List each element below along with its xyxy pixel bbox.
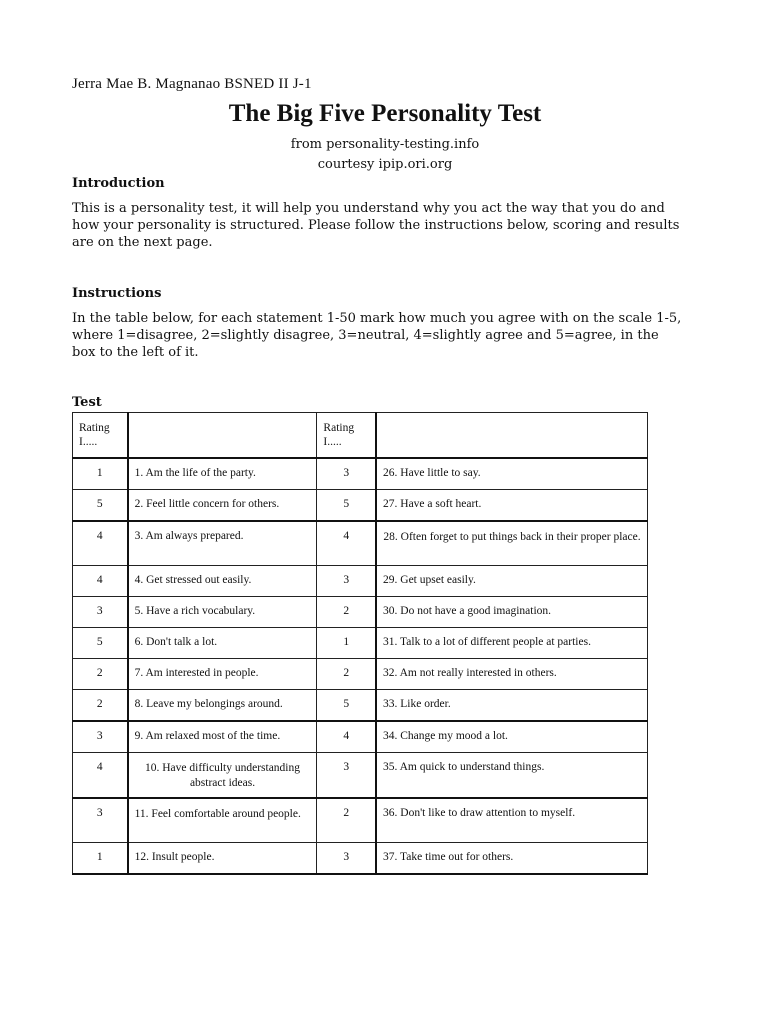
rating-cell[interactable]: 1 — [317, 628, 376, 659]
statement-cell: 5. Have a rich vocabulary. — [128, 597, 317, 628]
rating-cell[interactable]: 2 — [73, 690, 128, 722]
rating-cell[interactable]: 4 — [73, 566, 128, 597]
rating-cell[interactable]: 4 — [73, 521, 128, 566]
rating-cell[interactable]: 5 — [73, 490, 128, 522]
rating-cell[interactable]: 3 — [317, 753, 376, 799]
statement-cell: 2. Feel little concern for others. — [128, 490, 317, 522]
rating-cell[interactable]: 5 — [317, 490, 376, 522]
instructions-text: In the table below, for each statement 1-50 mark how much you agree with on the scale 1-5, where 1=disagree, 2=slightly disagree, 3=neutral, 4=slightly agree and 5=agree, in the box to the left of it. — [72, 311, 682, 360]
rating-cell[interactable]: 3 — [73, 798, 128, 843]
table-row — [73, 628, 648, 659]
statement-cell: 9. Am relaxed most of the time. — [128, 721, 317, 753]
statement-cell: 6. Don't talk a lot. — [128, 628, 317, 659]
statement-cell: 34. Change my mood a lot. — [376, 721, 647, 753]
statement-cell: 7. Am interested in people. — [128, 659, 317, 690]
rating-cell[interactable]: 5 — [317, 690, 376, 722]
source-line: from personality-testing.info — [290, 137, 480, 152]
test-table — [72, 412, 648, 875]
statement-cell: 27. Have a soft heart. — [376, 490, 647, 522]
rating-cell[interactable]: 3 — [317, 458, 376, 490]
statement-cell: 28. Often forget to put things back in their proper place. — [376, 521, 647, 566]
rating-cell[interactable]: 4 — [317, 521, 376, 566]
rating-cell[interactable]: 1 — [73, 843, 128, 875]
rating-cell[interactable]: 5 — [73, 628, 128, 659]
statement-cell: 8. Leave my belongings around. — [128, 690, 317, 722]
table-row — [73, 521, 648, 566]
table-header-row — [73, 413, 648, 459]
instructions-heading: Instructions — [72, 286, 162, 301]
statement-cell: 11. Feel comfortable around people. — [128, 798, 317, 843]
statement-cell: 10. Have difficulty understanding abstract ideas. — [128, 753, 317, 799]
rating-cell[interactable]: 2 — [317, 597, 376, 628]
author-line: Jerra Mae B. Magnanao BSNED II J-1 — [72, 76, 312, 92]
statement-header-left — [128, 413, 317, 459]
statement-cell: 35. Am quick to understand things. — [376, 753, 647, 799]
test-heading: Test — [72, 395, 102, 410]
statement-cell: 29. Get upset easily. — [376, 566, 647, 597]
statement-cell: 1. Am the life of the party. — [128, 458, 317, 490]
table-row — [73, 721, 648, 753]
table-row — [73, 490, 648, 522]
rating-cell[interactable]: 4 — [73, 753, 128, 799]
statement-cell: 33. Like order. — [376, 690, 647, 722]
statement-cell: 3. Am always prepared. — [128, 521, 317, 566]
table-row — [73, 843, 648, 875]
table-row — [73, 659, 648, 690]
rating-header-right: Rating I..... — [317, 413, 376, 459]
statement-cell: 12. Insult people. — [128, 843, 317, 875]
introduction-heading: Introduction — [72, 176, 165, 191]
courtesy-line: courtesy ipip.ori.org — [317, 157, 453, 172]
statement-cell: 4. Get stressed out easily. — [128, 566, 317, 597]
table-row — [73, 753, 648, 799]
rating-cell[interactable]: 2 — [73, 659, 128, 690]
rating-cell[interactable]: 2 — [317, 659, 376, 690]
rating-cell[interactable]: 3 — [317, 843, 376, 875]
table-row — [73, 566, 648, 597]
table-row — [73, 798, 648, 843]
introduction-text: This is a personality test, it will help you understand why you act the way that you do and how your personality is structured. Please follow the instructions below, scoring and results are on the next page. — [72, 201, 680, 250]
page-title: The Big Five Personality Test — [228, 100, 542, 127]
statement-cell: 30. Do not have a good imagination. — [376, 597, 647, 628]
rating-cell[interactable]: 4 — [317, 721, 376, 753]
rating-header-left: Rating I..... — [73, 413, 128, 459]
rating-cell[interactable]: 3 — [73, 721, 128, 753]
table-row — [73, 690, 648, 722]
table-row — [73, 597, 648, 628]
rating-cell[interactable]: 1 — [73, 458, 128, 490]
rating-cell[interactable]: 2 — [317, 798, 376, 843]
statement-cell: 37. Take time out for others. — [376, 843, 647, 875]
statement-cell: 26. Have little to say. — [376, 458, 647, 490]
rating-cell[interactable]: 3 — [73, 597, 128, 628]
table-row — [73, 458, 648, 490]
statement-cell: 36. Don't like to draw attention to myself. — [376, 798, 647, 843]
rating-cell[interactable]: 3 — [317, 566, 376, 597]
statement-cell: 32. Am not really interested in others. — [376, 659, 647, 690]
statement-header-right — [376, 413, 647, 459]
statement-cell: 31. Talk to a lot of different people at parties. — [376, 628, 647, 659]
